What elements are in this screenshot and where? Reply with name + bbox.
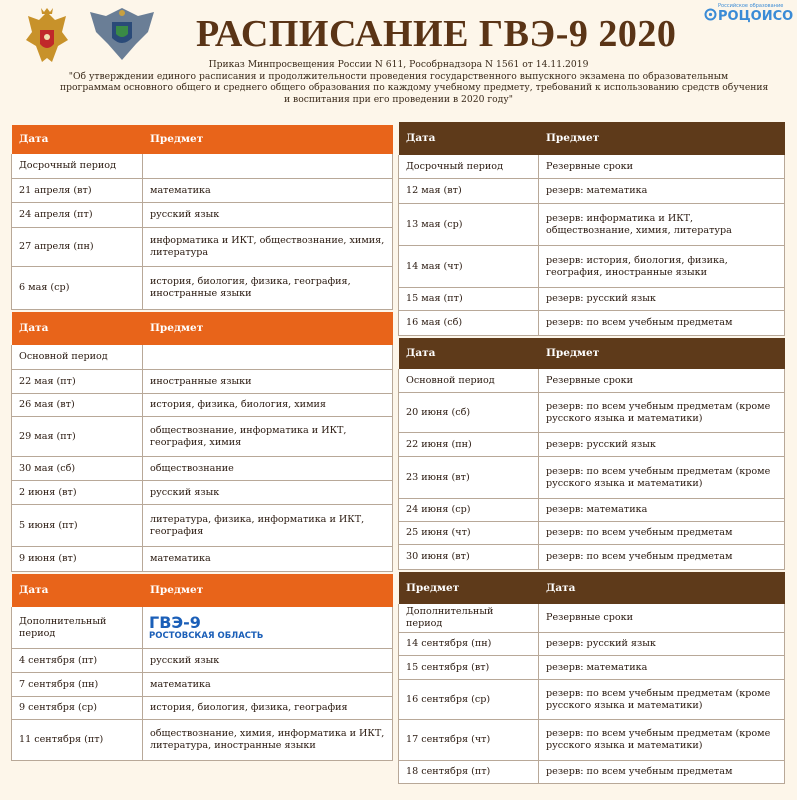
exam-subject: резерв: информатика и ИКТ, обществознание, химия, литература (539, 204, 785, 246)
exam-subject: обществознание, химия, информатика и ИКТ, литература, иностранные языки (143, 720, 393, 761)
table-row (12, 203, 393, 228)
exam-subject: обществознание, информатика и ИКТ, география, химия (143, 417, 393, 457)
table-row (399, 522, 785, 545)
exam-date: 16 сентября (ср) (399, 680, 539, 720)
rocoi-subtitle: Российское образование (718, 3, 784, 9)
table-row (399, 311, 785, 336)
exam-subject: русский язык (143, 203, 393, 228)
period-label: Основной период (399, 369, 539, 393)
exam-subject: математика (143, 179, 393, 203)
table-row (399, 499, 785, 522)
exam-subject: резерв: история, биология, физика, география, иностранные языки (539, 246, 785, 288)
exam-date: 15 сентября (вт) (399, 656, 539, 680)
exam-subject: история, биология, физика, география (143, 697, 393, 720)
table-row (399, 288, 785, 311)
order-line-2: "Об утверждении единого расписания и продолжительности проведения государственного выпускного экзамена по образовательным (68, 70, 729, 82)
exam-subject: резерв: по всем учебным предметам (кроме русского языка и математики) (539, 393, 785, 433)
order-line-3: программам основного общего и среднего общего образования по каждому учебному предмету, требований к использованию средств обучения (60, 82, 769, 93)
exam-date: 17 сентября (чт) (399, 720, 539, 761)
left-main-table (11, 311, 393, 572)
exam-date: 15 мая (пт) (399, 288, 539, 311)
rocoi-logo[interactable] (704, 3, 794, 26)
exam-subject: резерв: математика (539, 499, 785, 522)
exam-date: 12 мая (вт) (399, 179, 539, 204)
table-row-period (12, 607, 393, 649)
table-header-date: Дата (12, 125, 143, 154)
table-header-subject: Предмет (399, 572, 539, 604)
right-column (398, 121, 785, 785)
exam-date: 20 июня (сб) (399, 393, 539, 433)
period-label: Досрочный период (12, 154, 143, 179)
exam-subject: резерв: русский язык (539, 433, 785, 457)
table-header-date: Дата (399, 122, 539, 155)
exam-date: 11 сентября (пт) (12, 720, 143, 761)
table-header-subject: Предмет (143, 574, 393, 607)
period-label: Дополнительный период (12, 607, 143, 649)
exam-date: 26 мая (вт) (12, 394, 143, 417)
table-row (399, 433, 785, 457)
table-row (399, 179, 785, 204)
exam-subject: математика (143, 673, 393, 697)
gve9-logo-text: ГВЭ-9 (149, 613, 201, 632)
right-additional-table (398, 571, 785, 784)
table-row (399, 680, 785, 720)
period-label: Дополнительный период (399, 604, 539, 633)
table-row-period (12, 154, 393, 179)
right-early-table (398, 121, 785, 336)
exam-subject: резерв: по всем учебным предметам (кроме русского языка и математики) (539, 457, 785, 499)
exam-date: 4 сентября (пт) (12, 649, 143, 673)
exam-subject: резерв: математика (539, 656, 785, 680)
table-row-period (399, 155, 785, 179)
table-header-date: Дата (399, 338, 539, 369)
exam-date: 29 мая (пт) (12, 417, 143, 457)
table-row (399, 393, 785, 433)
exam-date: 14 сентября (пн) (399, 633, 539, 656)
right-main-table (398, 337, 785, 570)
exam-subject: резерв: по всем учебным предметам (кроме русского языка и математики) (539, 680, 785, 720)
exam-date: 30 мая (сб) (12, 457, 143, 481)
order-line-1: Приказ Минпросвещения России N 611, Рособрнадзора N 1561 от 14.11.2019 (208, 59, 589, 70)
table-header-subject: Предмет (539, 338, 785, 369)
reserve-label: Резервные сроки (539, 369, 785, 393)
table-row-period (399, 369, 785, 393)
ministry-emblem-icon (86, 4, 158, 64)
reserve-label: Резервные сроки (539, 604, 785, 633)
exam-subject: математика (143, 547, 393, 572)
exam-subject: обществознание (143, 457, 393, 481)
table-row (12, 228, 393, 267)
left-additional-table (11, 573, 393, 761)
table-row (12, 505, 393, 547)
exam-date: 23 июня (вт) (399, 457, 539, 499)
period-label: Основной период (12, 345, 143, 370)
exam-date: 14 мая (чт) (399, 246, 539, 288)
table-header-date: Дата (539, 572, 785, 604)
gve9-logo (149, 614, 263, 641)
table-row (12, 697, 393, 720)
period-empty (143, 154, 393, 179)
period-empty (143, 345, 393, 370)
exam-date: 25 июня (чт) (399, 522, 539, 545)
table-row (399, 545, 785, 570)
exam-subject: история, физика, биология, химия (143, 394, 393, 417)
period-label: Досрочный период (399, 155, 539, 179)
exam-subject: резерв: математика (539, 179, 785, 204)
exam-date: 30 июня (вт) (399, 545, 539, 570)
table-row (399, 204, 785, 246)
table-row-period (12, 345, 393, 370)
table-row (12, 720, 393, 761)
table-row (399, 246, 785, 288)
rocoi-logo-text: РОЦОИСО (718, 9, 794, 24)
left-early-table (11, 124, 393, 310)
table-header-subject: Предмет (143, 312, 393, 345)
table-row (399, 761, 785, 784)
page-title: РАСПИСАНИЕ ГВЭ-9 2020 (196, 13, 677, 55)
exam-subject: резерв: русский язык (539, 633, 785, 656)
exam-subject: литература, физика, информатика и ИКТ, география (143, 505, 393, 547)
table-row (12, 547, 393, 572)
exam-date: 16 мая (сб) (399, 311, 539, 336)
exam-subject: информатика и ИКТ, обществознание, химия, литература (143, 228, 393, 267)
exam-date: 24 июня (ср) (399, 499, 539, 522)
exam-subject: резерв: по всем учебным предметам (кроме русского языка и математики) (539, 720, 785, 761)
gve9-region-text: РОСТОВСКАЯ ОБЛАСТЬ (149, 631, 264, 641)
exam-subject: резерв: по всем учебным предметам (539, 311, 785, 336)
exam-date: 6 мая (ср) (12, 267, 143, 310)
reserve-label: Резервные сроки (539, 155, 785, 179)
left-column (11, 124, 393, 762)
order-description (60, 59, 769, 105)
gve-logo-cell (143, 607, 393, 649)
table-row (12, 481, 393, 505)
table-row (12, 179, 393, 203)
table-row (12, 417, 393, 457)
exam-date: 9 июня (вт) (12, 547, 143, 572)
exam-date: 22 мая (пт) (12, 370, 143, 394)
table-row (12, 649, 393, 673)
order-line-4: и воспитания при его проведении в 2020 году" (284, 93, 513, 105)
exam-subject: иностранные языки (143, 370, 393, 394)
table-header-date: Дата (12, 574, 143, 607)
exam-subject: резерв: по всем учебным предметам (539, 545, 785, 570)
exam-date: 27 апреля (пн) (12, 228, 143, 267)
exam-date: 21 апреля (вт) (12, 179, 143, 203)
rocoi-icon (704, 8, 717, 21)
exam-subject: резерв: русский язык (539, 288, 785, 311)
exam-subject: история, биология, физика, география, иностранные языки (143, 267, 393, 310)
exam-date: 22 июня (пн) (399, 433, 539, 457)
table-row (12, 370, 393, 394)
table-row (12, 267, 393, 310)
table-row (12, 394, 393, 417)
table-row (12, 457, 393, 481)
table-header-date: Дата (12, 312, 143, 345)
table-row-period (399, 604, 785, 633)
exam-subject: русский язык (143, 481, 393, 505)
table-row (399, 656, 785, 680)
exam-subject: русский язык (143, 649, 393, 673)
exam-subject: резерв: по всем учебным предметам (539, 761, 785, 784)
exam-date: 24 апреля (пт) (12, 203, 143, 228)
exam-date: 9 сентября (ср) (12, 697, 143, 720)
exam-date: 18 сентября (пт) (399, 761, 539, 784)
exam-subject: резерв: по всем учебным предметам (539, 522, 785, 545)
table-header-subject: Предмет (143, 125, 393, 154)
table-row (12, 673, 393, 697)
exam-date: 13 мая (ср) (399, 204, 539, 246)
exam-date: 7 сентября (пн) (12, 673, 143, 697)
exam-date: 5 июня (пт) (12, 505, 143, 547)
table-header-subject: Предмет (539, 122, 785, 155)
exam-date: 2 июня (вт) (12, 481, 143, 505)
table-row (399, 720, 785, 761)
page-header (0, 0, 797, 122)
table-row (399, 457, 785, 499)
table-row (399, 633, 785, 656)
